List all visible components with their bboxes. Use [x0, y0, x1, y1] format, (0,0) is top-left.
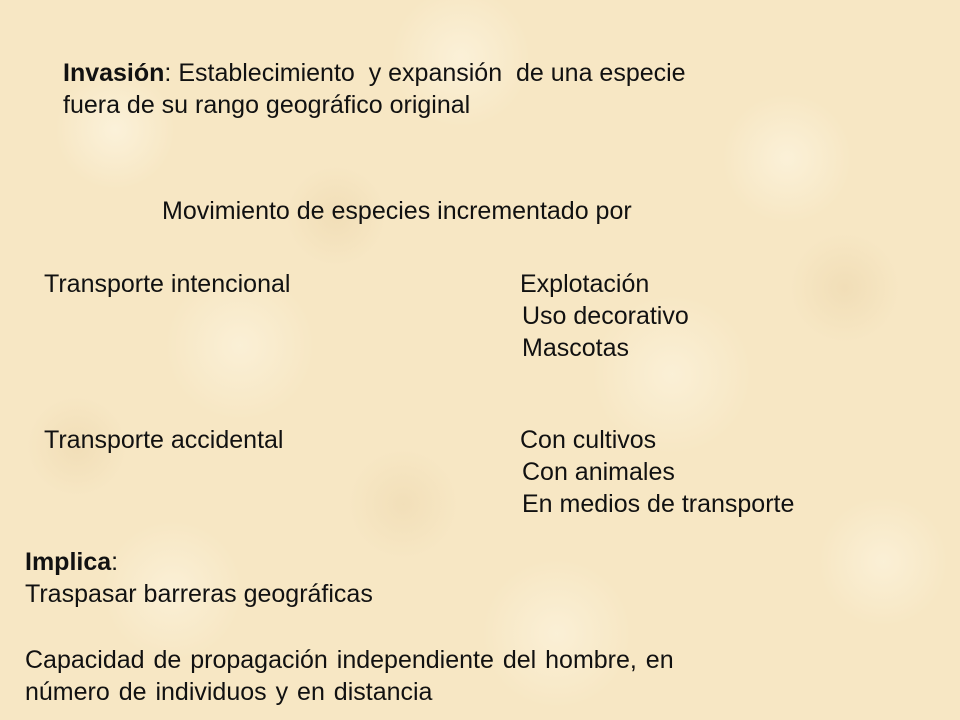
invasion-definition: [63, 57, 686, 121]
list-item: En medios de transporte: [522, 490, 795, 518]
definition-text-1: Establecimiento y expansión de una especie: [171, 59, 686, 87]
list-item: Mascotas: [522, 334, 629, 362]
accidental-transport-list: [520, 424, 794, 520]
intentional-transport-list: [520, 268, 689, 364]
list-item: Uso decorativo: [522, 302, 689, 330]
implica-heading: [25, 546, 373, 578]
accidental-transport-label: Transporte accidental: [44, 426, 284, 454]
implica-term: Implica: [25, 548, 112, 576]
definition-line-1: [63, 57, 686, 89]
list-item: Explotación: [520, 270, 650, 298]
definition-separator: :: [164, 59, 172, 87]
implica-line-1: Traspasar barreras geográficas: [25, 580, 373, 608]
intentional-transport-label: Transporte intencional: [44, 270, 291, 298]
list-item: Con animales: [522, 458, 675, 486]
capacidad-line-1: Capacidad de propagación independiente del hombre, en: [25, 646, 674, 674]
list-item: Con cultivos: [520, 426, 657, 454]
capacidad-line-2: número de individuos y en distancia: [25, 678, 433, 706]
section-subtitle: Movimiento de especies incrementado por: [162, 197, 632, 225]
capacidad-paragraph: [25, 644, 674, 708]
implica-separator: :: [111, 548, 119, 576]
definition-text-2: fuera de su rango geográfico original: [63, 91, 471, 119]
implica-section: [25, 546, 373, 610]
definition-term: Invasión: [63, 59, 165, 87]
